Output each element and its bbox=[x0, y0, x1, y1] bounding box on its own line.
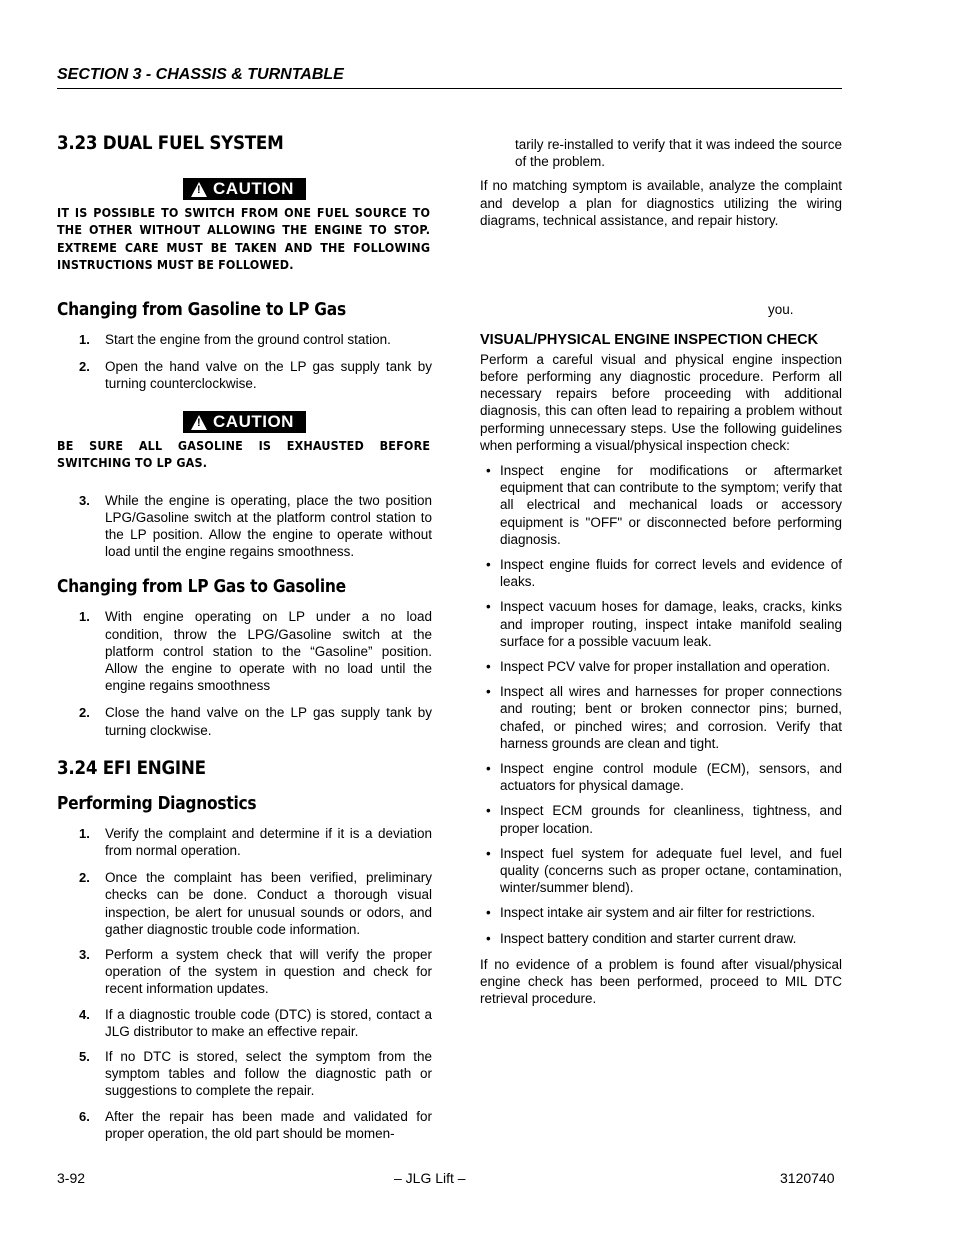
warning-triangle-icon bbox=[191, 182, 207, 197]
list-item: 2. Close the hand valve on the LP gas supply tank by turning clockwise. bbox=[79, 705, 432, 738]
list-item: 2. Once the complaint has been verified, preliminary checks can be done. Conduct a thorough visual inspection, be alert for unusual sounds or odors, and gather diagnostic trouble code information. bbox=[79, 870, 432, 937]
list-item: • Inspect battery condition and starter current draw. bbox=[480, 930, 842, 947]
section-3-24-title: 3.24 EFI ENGINE bbox=[57, 756, 206, 779]
list-item: • Inspect all wires and harnesses for proper connections and routing; bent or broken connector pins; burned, chafed, or pinched wires; and corrosion. Verify that harness grounds are clean and tight. bbox=[480, 683, 842, 752]
section-3-23-title: 3.23 DUAL FUEL SYSTEM bbox=[57, 132, 284, 154]
warning-triangle-icon bbox=[191, 415, 207, 430]
list-item: 1. Verify the complaint and determine if it is a deviation from normal operation. bbox=[79, 825, 432, 859]
list-item: • Inspect ECM grounds for cleanliness, tightness, and proper location. bbox=[480, 802, 842, 836]
footer-doc-number: 3120740 bbox=[780, 1170, 835, 1186]
gas-to-lp-steps bbox=[57, 331, 432, 393]
list-item: • Inspect intake air system and air filter for restrictions. bbox=[480, 904, 842, 921]
visual-inspection-intro: Perform a careful visual and physical engine inspection before performing any diagnostic procedure. Perform all necessary repairs before proceeding with additional diagnosis, this can often lead to repairing a problem without performing unnecessary steps. Use the following guidelines when performing a visual/physical inspection check: bbox=[480, 351, 842, 453]
diagnostics-title: Performing Diagnostics bbox=[57, 792, 257, 814]
list-item: • Inspect vacuum hoses for damage, leaks, cracks, kinks and improper routing, inspect intake manifold sealing surface for a possible vacuum leak. bbox=[480, 598, 842, 650]
caution-badge: ! CAUTION bbox=[183, 178, 306, 200]
list-item: 2. Open the hand valve on the LP gas supply tank by turning counterclockwise. bbox=[79, 358, 432, 391]
list-item: 1. Start the engine from the ground control station. bbox=[79, 331, 391, 347]
lp-to-gas-steps bbox=[57, 608, 432, 738]
list-item: 6. After the repair has been made and validated for proper operation, the old part should be momen- bbox=[79, 1108, 432, 1141]
list-item: • Inspect engine fluids for correct levels and evidence of leaks. bbox=[480, 556, 842, 590]
visual-inspection-title: VISUAL/PHYSICAL ENGINE INSPECTION CHECK bbox=[480, 332, 819, 349]
list-item: • Inspect fuel system for adequate fuel level, and fuel quality (concerns such as proper octane, contamination, winter/summer blend). bbox=[480, 845, 842, 897]
list-item: 3. Perform a system check that will verify the proper operation of the system in question and check for recent information updates. bbox=[79, 947, 432, 997]
caution-text-1: IT IS POSSIBLE TO SWITCH FROM ONE FUEL SOURCE TO THE OTHER WITHOUT ALLOWING THE ENGINE TO STOP. EXTREME CARE MUST BE TAKEN AND THE FOLLOWING INSTRUCTIONS MUST BE FOLLOWED. bbox=[57, 205, 431, 272]
list-item: • Inspect engine control module (ECM), sensors, and actuators for physical damage. bbox=[480, 760, 842, 794]
footer-page-number: 3-92 bbox=[57, 1170, 86, 1186]
footer-center: – JLG Lift – bbox=[394, 1170, 466, 1186]
you-fragment: you. bbox=[768, 302, 794, 318]
caution-box-2 bbox=[57, 411, 432, 435]
step-6-continuation: tarily re-installed to verify that it was indeed the source of the problem. bbox=[515, 137, 842, 170]
gas-to-lp-step-3 bbox=[57, 492, 432, 561]
list-item: • Inspect PCV valve for proper installation and operation. bbox=[480, 658, 842, 675]
list-item: 5. If no DTC is stored, select the symptom from the symptom tables and follow the diagnostic path or suggestions to complete the repair. bbox=[79, 1049, 432, 1099]
list-item: 4. If a diagnostic trouble code (DTC) is stored, contact a JLG distributor to make an effective repair. bbox=[79, 1006, 432, 1039]
list-item: • Inspect engine for modifications or aftermarket equipment that can contribute to the symptom; verify that all electrical and mechanical loads or accessory equipment is "OFF" or disconnected before performing diagnosis. bbox=[480, 462, 842, 548]
list-item: 3. While the engine is operating, place the two position LPG/Gasoline switch at the platform control station to the LP position. Allow the engine to operate without load until the engine regains smoothness. bbox=[79, 492, 432, 560]
caution-badge: ! CAUTION bbox=[183, 411, 306, 433]
caution-box-1 bbox=[57, 178, 432, 202]
no-match-paragraph: If no matching symptom is available, analyze the complaint and develop a plan for diagnostics utilizing the wiring diagrams, technical assistance, and repair history. bbox=[480, 178, 842, 228]
closing-paragraph: If no evidence of a problem is found after visual/physical engine check has been performed, proceed to MIL DTC retrieval procedure. bbox=[480, 956, 842, 1007]
left-column bbox=[57, 128, 432, 1142]
diagnostics-steps bbox=[57, 825, 432, 1142]
section-header bbox=[57, 66, 842, 89]
right-column bbox=[480, 136, 842, 1007]
list-item: 1. With engine operating on LP under a no load condition, throw the LPG/Gasoline switch at the platform control station to the “Gasoline” position. Allow the engine to operate with no load until the engine regains smoothness bbox=[79, 609, 432, 694]
lp-to-gas-title: Changing from LP Gas to Gasoline bbox=[57, 576, 346, 598]
inspection-bullets bbox=[480, 462, 842, 947]
section-header-text: SECTION 3 - CHASSIS & TURNTABLE bbox=[57, 66, 344, 83]
gas-to-lp-title: Changing from Gasoline to LP Gas bbox=[57, 298, 346, 320]
caution-text-2: BE SURE ALL GASOLINE IS EXHAUSTED BEFORE SWITCHING TO LP GAS. bbox=[57, 438, 431, 471]
